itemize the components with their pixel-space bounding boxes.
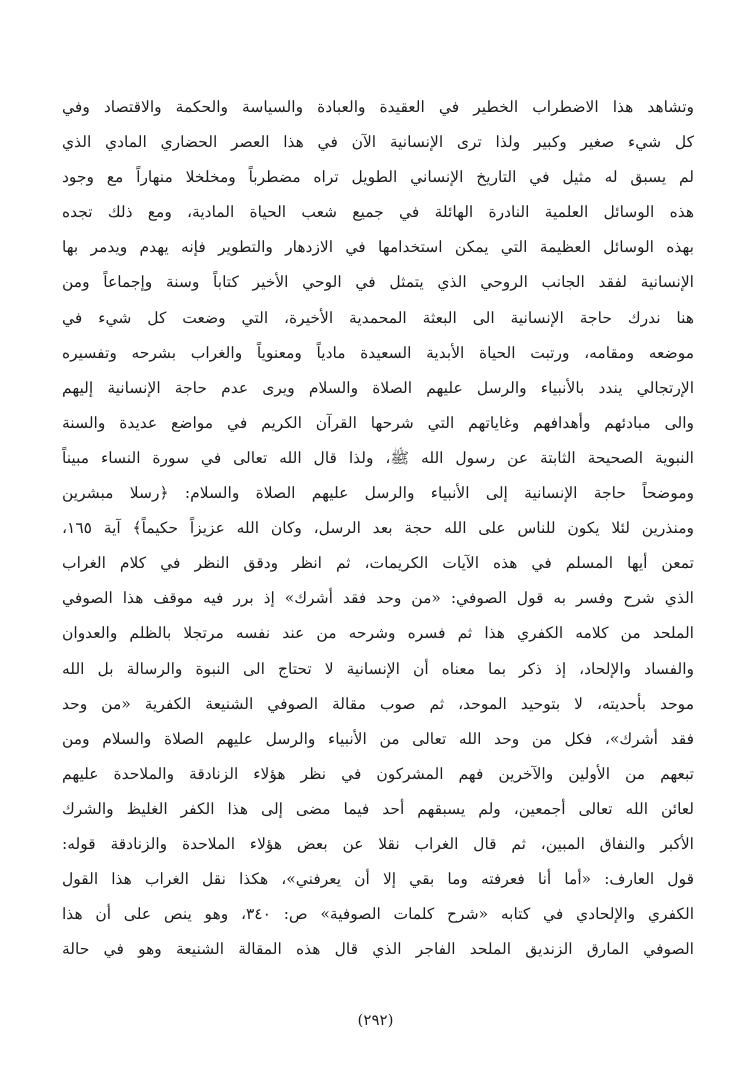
text-line: لعائن الله تعالى أجمعين، ولم يسبقهم أحد فيما مضى إلى هذا الكفر الغليظ والشرك <box>62 799 694 818</box>
text-line: والى مبادئهم وأهدافهم وغاياتهم التي شرحها القرآن الكريم في مواضع عديدة والسنة <box>62 413 694 432</box>
text-line: تمعن أيها المسلم في هذه الآيات الكريمات، ثم انظر ودقق النظر في كلام الغراب <box>62 554 694 573</box>
text-line: لم يسبق له مثيل في التاريخ الإنساني الطويل تراه مضطرباً ومخلخلا منهاراً مع وجود <box>62 168 694 187</box>
text-line: تبعهم من الأولين والآخرين فهم المشركون في نظر هؤلاء الزنادقة والملاحدة عليهم <box>62 764 694 783</box>
text-line: وموضحاً حاجة الإنسانية إلى الأنبياء والرسل عليهم الصلاة والسلام: ﴿رسلا مبشرين <box>62 484 694 503</box>
page-number: (٢٩٢) <box>357 1011 394 1029</box>
text-line: والفساد والإلحاد، إذ ذكر بما معناه أن الإنسانية لا تحتاج الى النبوة والرسالة بل الله <box>62 659 694 678</box>
text-line: الملحد من كلامه الكفري هذا ثم فسره وشرحه من عند نفسه مرتجلا بالظلم والعدوان <box>62 624 694 643</box>
text-line: بهذه الوسائل العظيمة التي يمكن استخدامها في الازدهار والتطوير فإنه يهدم ويدمر بها <box>62 238 694 257</box>
text-line: الإرتجالي يندد بالأنبياء والرسل عليهم الصلاة والسلام ويرى عدم حاجة الإنسانية إليهم <box>62 378 694 397</box>
text-line: الكفري والإلحادي في كتابه «شرح كلمات الصوفية» ص: ٣٤٠، وهو ينص على أن هذا <box>62 905 694 924</box>
text-line: قول العارف: «أما أنا فعرفته وما بقي إلا أن يعرفني»، هكذا نقل الغراب هذا القول <box>62 870 694 889</box>
text-line: الصوفي المارق الزنديق الملحد الفاجر الذي قال هذه المقالة الشنيعة وهو في حالة <box>62 940 694 959</box>
text-line: موحد بأحديته، لا بتوحيد الموحد، ثم صوب مقالة الصوفي الشنيعة الكفرية «من وحد <box>62 694 694 713</box>
text-line: كل شيء صغير وكبير ولذا ترى الإنسانية الآن في هذا العصر الحضاري المادي الذي <box>62 133 694 152</box>
text-line: الأكبر والنفاق المبين، ثم قال الغراب نقلا عن بعض هؤلاء الملاحدة والزنادقة قوله: <box>62 834 694 853</box>
text-line: موضعه ومقامه، ورتبت الحياة الأبدية السعيدة مادياً ومعنوياً والغراب بشرحه وتفسيره <box>62 343 694 362</box>
text-line: فقد أشرك»، فكل من وحد الله تعالى من الأنبياء والرسل عليهم الصلاة والسلام ومن <box>62 729 694 748</box>
text-line: هنا ندرك حاجة الإنسانية الى البعثة المحمدية الأخيرة، التي وضعت كل شيء في <box>62 308 694 327</box>
text-line: وتشاهد هذا الاضطراب الخطير في العقيدة والعبادة والسياسة والحكمة والاقتصاد وفي <box>62 98 694 116</box>
text-line: ومنذرين لئلا يكون للناس على الله حجة بعد الرسل، وكان الله عزيزاً حكيماً﴾ آية ١٦٥، <box>62 519 694 538</box>
text-line: النبوية الصحيحة الثابتة عن رسول الله ﷺ، ولذا قال الله تعالى في سورة النساء مبيناً <box>62 448 694 467</box>
text-line: الإنسانية لفقد الجانب الروحي الذي يتمثل في الوحي الأخير كتاباً وسنة وإجماعاً ومن <box>62 273 694 292</box>
text-line: هذه الوسائل العلمية النادرة الهائلة في جميع شعب الحياة المادية، ومع ذلك تجده <box>62 203 694 222</box>
text-line: الذي شرح وفسر به قول الصوفي: «من وحد فقد أشرك» إذ برر فيه موقف هذا الصوفي <box>62 589 694 608</box>
body-text <box>62 90 694 967</box>
